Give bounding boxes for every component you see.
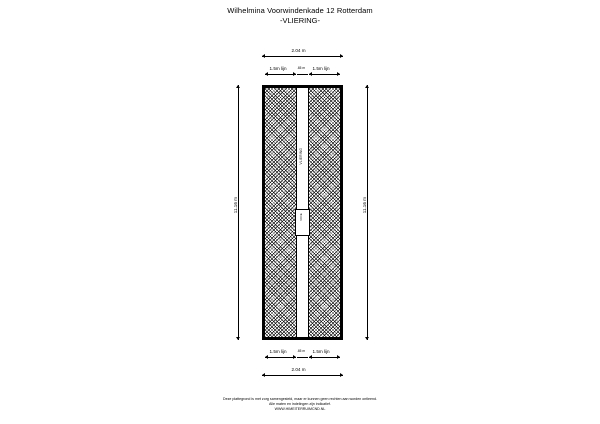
bottom-right-segment-dim-line	[309, 357, 340, 358]
top-right-segment-dim-line	[309, 74, 340, 75]
bottom-overall-arrow-right	[340, 373, 343, 377]
bottom-overall-arrow-left	[262, 373, 265, 377]
bottom-overall-dim-label: 2.04 m	[291, 367, 306, 372]
top-right-segment-label: 1.5m lijn	[312, 66, 330, 71]
attic-zone-left	[265, 88, 296, 337]
bottom-left-segment-dim-line	[265, 357, 296, 358]
top-right-segment-arrow-right	[337, 72, 340, 76]
right-vertical-dim-label: 11.16 m	[362, 197, 367, 214]
top-overall-arrow-left	[262, 54, 265, 58]
right-vertical-arrow-up	[365, 85, 369, 88]
bottom-left-segment-label: 1.5m lijn	[269, 349, 287, 354]
right-vertical-arrow-down	[365, 337, 369, 340]
bottom-center-segment-dim-line	[297, 357, 308, 358]
footer-line-1: Deze plattegrond is met zorg samengesteld, maar er kunnen geen rechten aan worden ontleend.	[222, 397, 378, 401]
stair-void-label: VIDE	[298, 213, 303, 221]
plan-floor-label: -VLIERING-	[279, 16, 320, 25]
left-vertical-dim-label: 11.16 m	[233, 197, 238, 214]
corridor-room-label: VLIERING	[298, 148, 303, 165]
top-center-segment-label: .65 m	[297, 66, 305, 70]
top-right-segment-arrow-left	[309, 72, 312, 76]
right-vertical-dim-line	[367, 85, 368, 340]
plan-address: Wilhelmina Voorwindenkade 12 Rotterdam	[227, 6, 373, 15]
top-left-segment-arrow-right	[293, 72, 296, 76]
bottom-overall-dim-line	[262, 375, 343, 376]
bottom-center-segment-label: .65 m	[297, 349, 305, 353]
top-left-segment-label: 1.5m lijn	[269, 66, 287, 71]
top-overall-dim-line	[262, 56, 343, 57]
bottom-left-segment-arrow-left	[265, 355, 268, 359]
bottom-left-segment-arrow-right	[293, 355, 296, 359]
top-left-segment-arrow-left	[265, 72, 268, 76]
footer-line-2: Alle maten en indelingen zijn indicatief.	[269, 402, 331, 406]
bottom-right-segment-arrow-right	[337, 355, 340, 359]
top-overall-arrow-right	[340, 54, 343, 58]
left-vertical-arrow-down	[236, 337, 240, 340]
stair-void-box	[295, 209, 310, 236]
footer-website: WWW.HIMEITERRUIMCND.NL	[274, 407, 326, 411]
footer-disclaimer	[0, 397, 600, 412]
top-overall-dim-label: 2.04 m	[291, 48, 306, 53]
attic-zone-right	[309, 88, 340, 337]
top-center-segment-dim-line	[297, 74, 308, 75]
top-left-segment-dim-line	[265, 74, 296, 75]
left-vertical-dim-line	[238, 85, 239, 340]
left-vertical-arrow-up	[236, 85, 240, 88]
floor-outline	[262, 85, 343, 340]
bottom-right-segment-arrow-left	[309, 355, 312, 359]
bottom-right-segment-label: 1.5m lijn	[312, 349, 330, 354]
